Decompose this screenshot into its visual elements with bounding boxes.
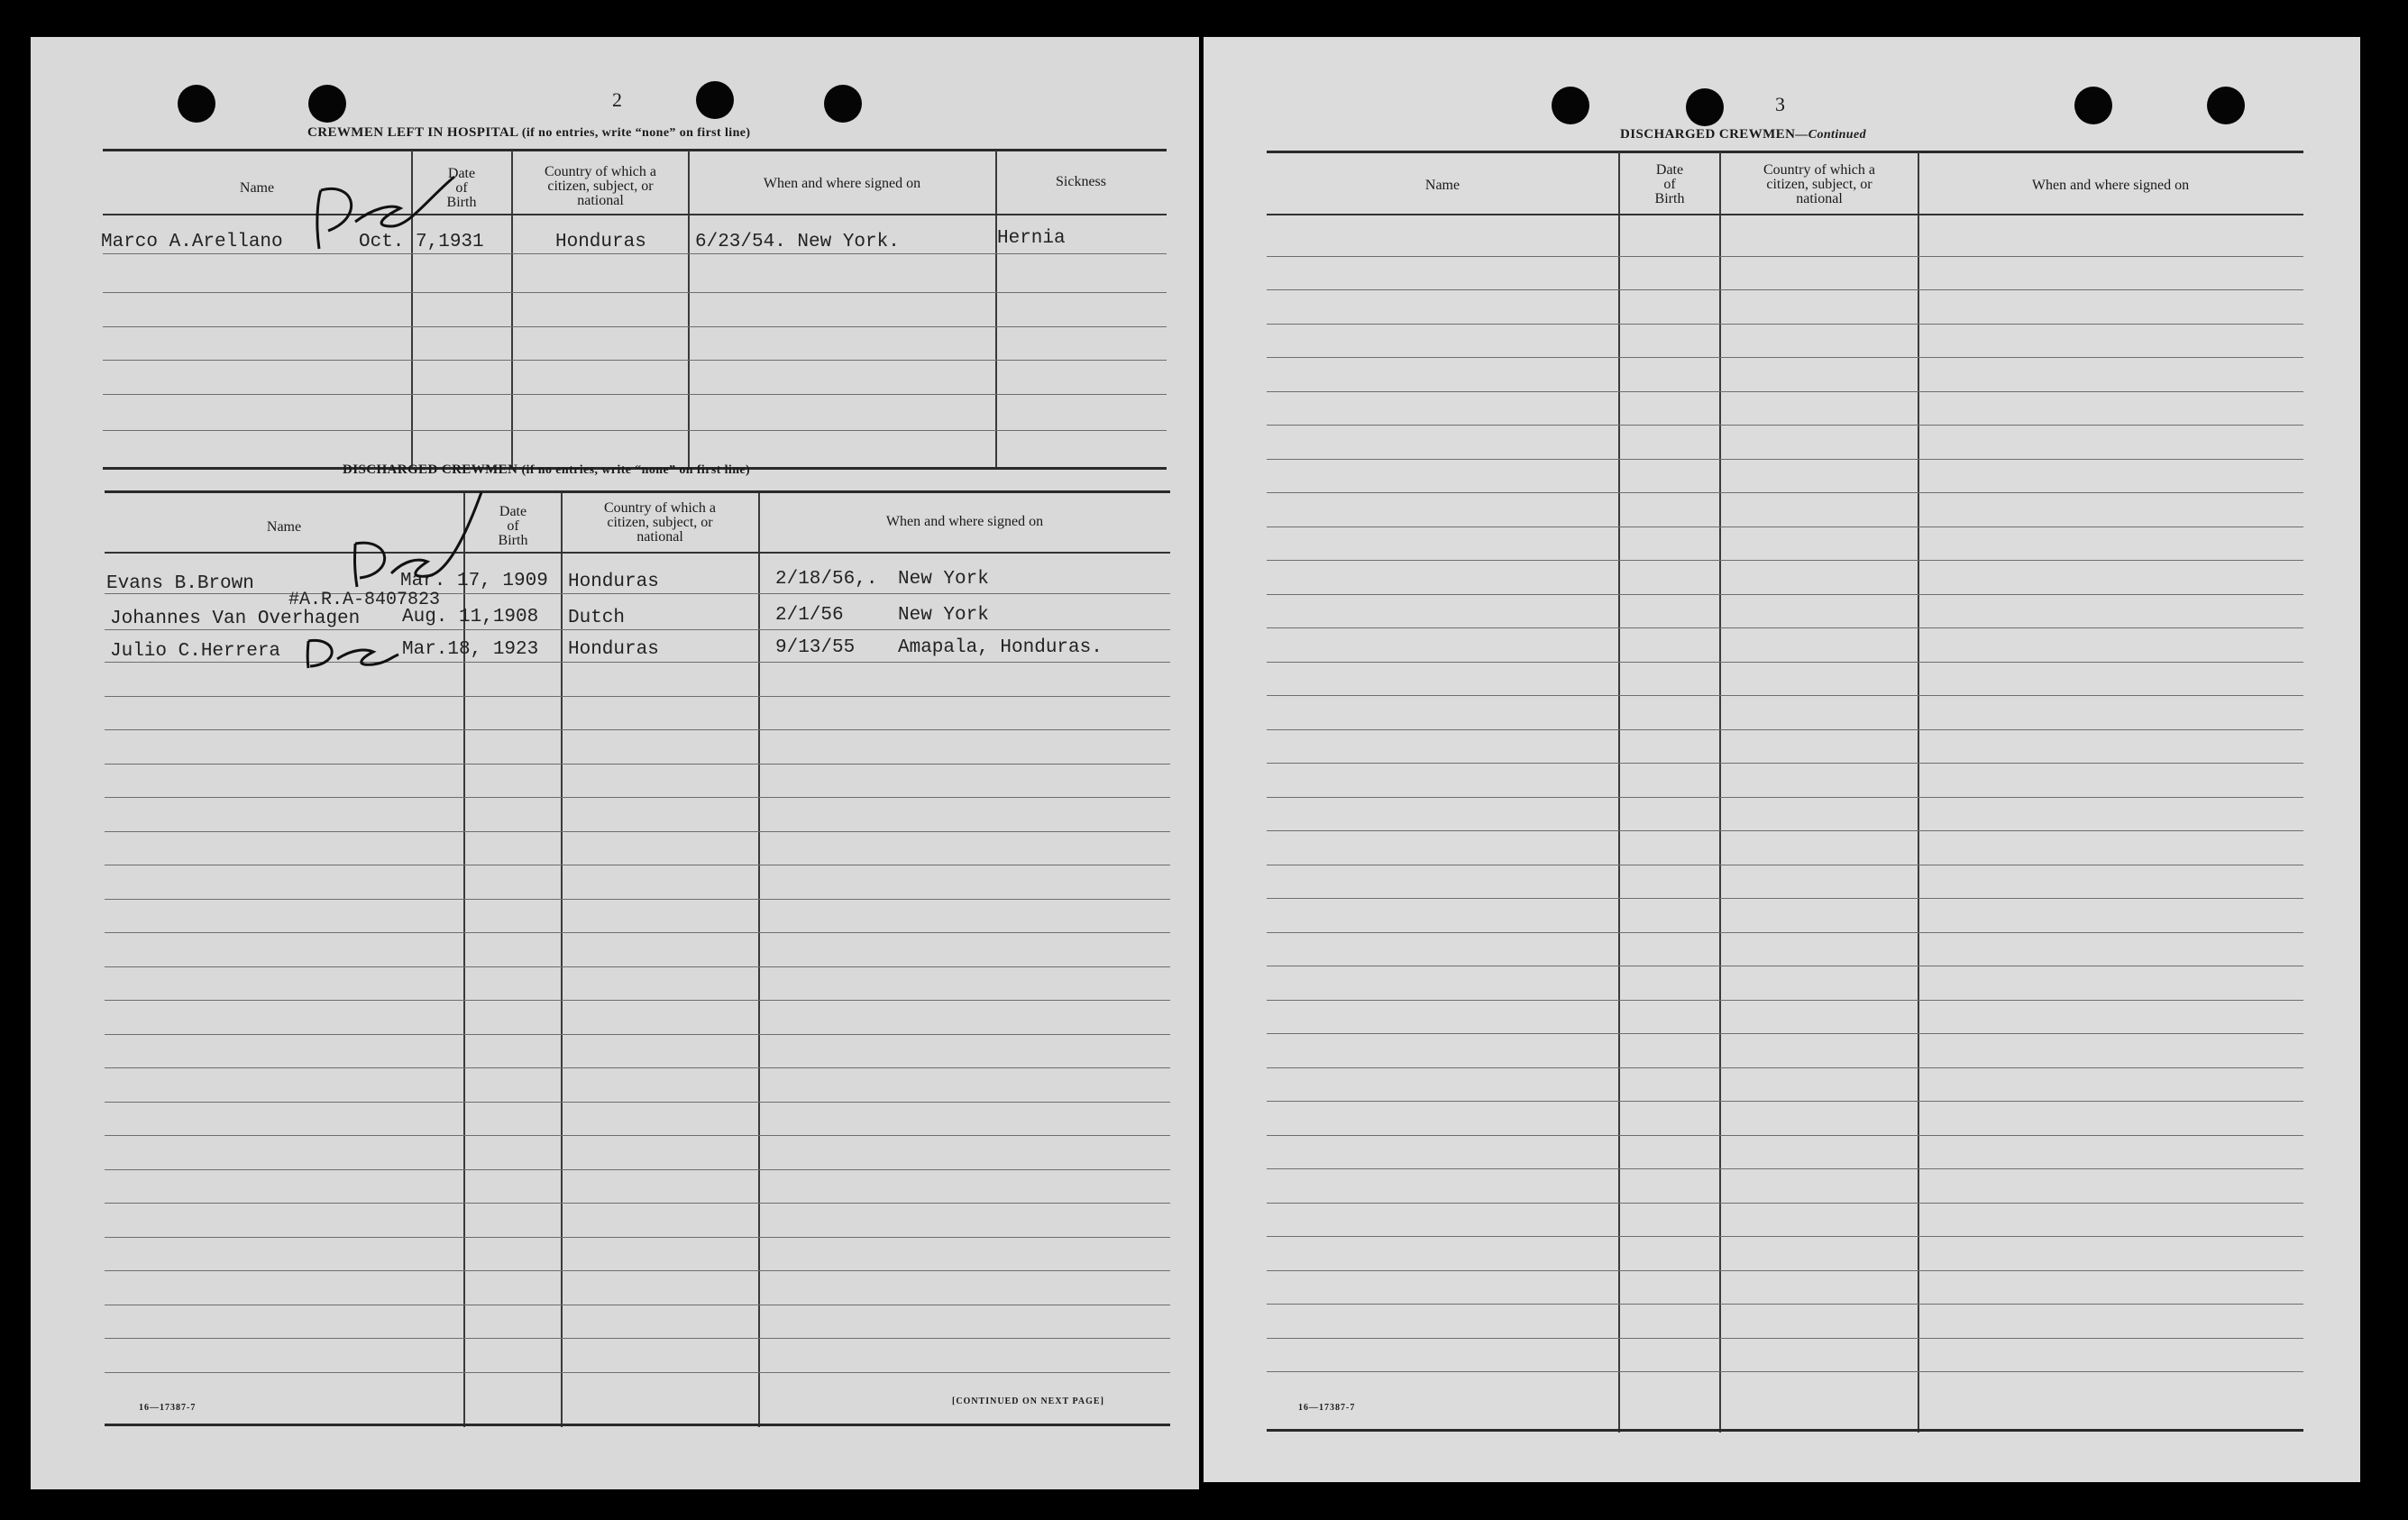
row-rule xyxy=(1267,898,2303,899)
hospital-heading xyxy=(307,125,750,141)
row-rule xyxy=(105,662,1170,663)
row-rule xyxy=(105,932,1170,933)
discharged-signed-date: 2/1/56 xyxy=(775,605,844,626)
row-rule xyxy=(1267,729,2303,730)
table-top-border xyxy=(103,149,1167,151)
row-rule xyxy=(1267,1338,2303,1339)
punch-hole xyxy=(308,85,346,123)
row-rule xyxy=(105,797,1170,798)
handwritten-initials xyxy=(301,632,400,677)
continued-heading-title: DISCHARGED CREWMEN xyxy=(1620,127,1796,142)
form-number: 16—17387-7 xyxy=(139,1403,197,1413)
row-rule xyxy=(1267,560,2303,561)
discharged-name: Julio C.Herrera xyxy=(110,641,281,662)
row-rule xyxy=(1267,425,2303,426)
row-rule xyxy=(1267,289,2303,290)
discharged-country: Honduras xyxy=(568,639,659,660)
page-number: 2 xyxy=(612,88,622,111)
table-top-border xyxy=(105,490,1170,493)
hospital-heading-title: CREWMEN LEFT IN HOSPITAL xyxy=(307,125,518,140)
column-divider xyxy=(463,493,465,1427)
row-rule xyxy=(1267,256,2303,257)
column-divider xyxy=(688,151,690,469)
col-header-signed-on: When and where signed on xyxy=(2031,178,2190,193)
col-header-country: Country of which a citizen, subject, or national xyxy=(1763,162,1875,206)
row-rule xyxy=(105,696,1170,697)
table-bottom-border xyxy=(1267,1429,2303,1432)
row-rule xyxy=(103,326,1167,327)
discharged-signed-place: Amapala, Honduras. xyxy=(898,637,1103,658)
row-rule xyxy=(103,292,1167,293)
row-rule xyxy=(103,394,1167,395)
row-rule xyxy=(1267,1168,2303,1169)
row-rule xyxy=(1267,1067,2303,1068)
discharged-heading xyxy=(343,462,750,478)
handwritten-initials xyxy=(301,163,463,262)
row-rule xyxy=(1267,1371,2303,1372)
discharged-name: Johannes Van Overhagen xyxy=(110,609,361,629)
col-header-sickness: Sickness xyxy=(1056,174,1106,189)
discharged-signed-date: 2/18/56,. xyxy=(775,569,878,590)
continued-heading xyxy=(1620,127,1866,142)
continued-note: [CONTINUED ON NEXT PAGE] xyxy=(952,1396,1104,1406)
hospital-birth: Oct. 7,1931 xyxy=(359,232,484,252)
row-rule xyxy=(1267,492,2303,493)
column-divider xyxy=(1618,152,1620,1433)
col-header-signed-on: When and where signed on xyxy=(763,176,921,191)
table-top-border xyxy=(1267,151,2303,153)
hospital-signed-on: 6/23/54. New York. xyxy=(695,232,900,252)
hospital-heading-instruction: (if no entries, write “none” on first line) xyxy=(521,126,751,140)
discharged-signed-place: New York xyxy=(898,569,989,590)
row-rule xyxy=(105,1034,1170,1035)
discharged-heading-title: DISCHARGED CREWMEN xyxy=(343,462,518,477)
row-rule xyxy=(105,1237,1170,1238)
col-header-name: Name xyxy=(1424,178,1460,193)
row-rule xyxy=(1267,1236,2303,1237)
row-rule xyxy=(105,1067,1170,1068)
row-rule xyxy=(105,966,1170,967)
row-rule xyxy=(105,1000,1170,1001)
col-header-country: Country of which a citizen, subject, or national xyxy=(604,500,716,545)
col-header-signed-on: When and where signed on xyxy=(885,514,1044,529)
discharged-signed-date: 9/13/55 xyxy=(775,637,856,658)
row-rule xyxy=(1267,1270,2303,1271)
table-bottom-border xyxy=(105,1424,1170,1426)
column-divider xyxy=(561,493,563,1427)
row-rule xyxy=(105,1270,1170,1271)
row-rule xyxy=(103,360,1167,361)
row-rule xyxy=(1267,797,2303,798)
discharged-birth: Mar.18, 1923 xyxy=(402,639,539,660)
row-rule xyxy=(105,1338,1170,1339)
row-rule xyxy=(105,629,1170,630)
page-number: 3 xyxy=(1775,93,1785,115)
row-rule xyxy=(103,253,1167,254)
discharged-country: Dutch xyxy=(568,608,626,628)
punch-hole xyxy=(2207,87,2245,124)
col-header-birth: Date of Birth xyxy=(1654,162,1685,206)
col-header-country: Country of which a citizen, subject, or national xyxy=(545,164,656,208)
continued-heading-suffix: —Continued xyxy=(1795,128,1867,142)
header-underline xyxy=(105,552,1170,554)
row-rule xyxy=(1267,695,2303,696)
discharged-birth: Aug. 11,1908 xyxy=(402,607,539,627)
punch-hole xyxy=(696,81,734,119)
col-header-birth: Date of Birth xyxy=(446,166,477,210)
row-rule xyxy=(1267,357,2303,358)
row-rule xyxy=(105,729,1170,730)
row-rule xyxy=(1267,627,2303,628)
row-rule xyxy=(1267,1203,2303,1204)
form-number: 16—17387-7 xyxy=(1298,1403,1356,1413)
left-page xyxy=(31,37,1199,1489)
row-rule xyxy=(1267,932,2303,933)
column-divider xyxy=(1918,152,1919,1433)
row-rule xyxy=(1267,391,2303,392)
row-rule xyxy=(1267,1033,2303,1034)
row-rule xyxy=(1267,594,2303,595)
right-page xyxy=(1204,37,2360,1482)
punch-hole xyxy=(178,85,215,123)
row-rule xyxy=(105,899,1170,900)
punch-hole xyxy=(1686,88,1724,126)
col-header-name: Name xyxy=(239,180,275,196)
punch-hole xyxy=(824,85,862,123)
discharged-signed-place: New York xyxy=(898,605,989,626)
row-rule xyxy=(105,1135,1170,1136)
punch-hole xyxy=(2074,87,2112,124)
column-divider xyxy=(511,151,513,469)
header-underline xyxy=(1267,214,2303,215)
hospital-sickness: Hernia xyxy=(997,228,1066,249)
row-rule xyxy=(1267,830,2303,831)
row-rule xyxy=(1267,1101,2303,1102)
col-header-name: Name xyxy=(266,519,302,535)
column-divider xyxy=(1719,152,1721,1433)
column-divider xyxy=(995,151,997,469)
row-rule xyxy=(1267,324,2303,325)
row-rule xyxy=(105,593,1170,594)
col-header-birth: Date of Birth xyxy=(498,504,528,548)
row-rule xyxy=(105,1169,1170,1170)
row-rule xyxy=(105,1203,1170,1204)
row-rule xyxy=(105,764,1170,765)
row-rule xyxy=(1267,1304,2303,1305)
row-rule xyxy=(1267,662,2303,663)
handwritten-initials xyxy=(328,488,499,596)
discharged-name: Evans B.Brown xyxy=(106,573,254,594)
row-rule xyxy=(1267,1000,2303,1001)
row-rule xyxy=(1267,459,2303,460)
row-rule xyxy=(105,1102,1170,1103)
discharged-heading-instruction: (if no entries, write “none” on first line) xyxy=(521,463,751,477)
header-underline xyxy=(103,214,1167,215)
alien-registration-annotation: #A.R.A-8407823 xyxy=(288,590,441,610)
row-rule xyxy=(1267,1135,2303,1136)
row-rule xyxy=(1267,763,2303,764)
discharged-birth: Mar. 17, 1909 xyxy=(400,571,548,591)
row-rule xyxy=(105,1372,1170,1373)
punch-hole xyxy=(1552,87,1589,124)
row-rule xyxy=(105,831,1170,832)
row-rule xyxy=(103,430,1167,431)
column-divider xyxy=(758,493,760,1427)
hospital-name: Marco A.Arellano xyxy=(101,232,283,252)
discharged-country: Honduras xyxy=(568,572,659,592)
hospital-country: Honduras xyxy=(555,232,646,252)
